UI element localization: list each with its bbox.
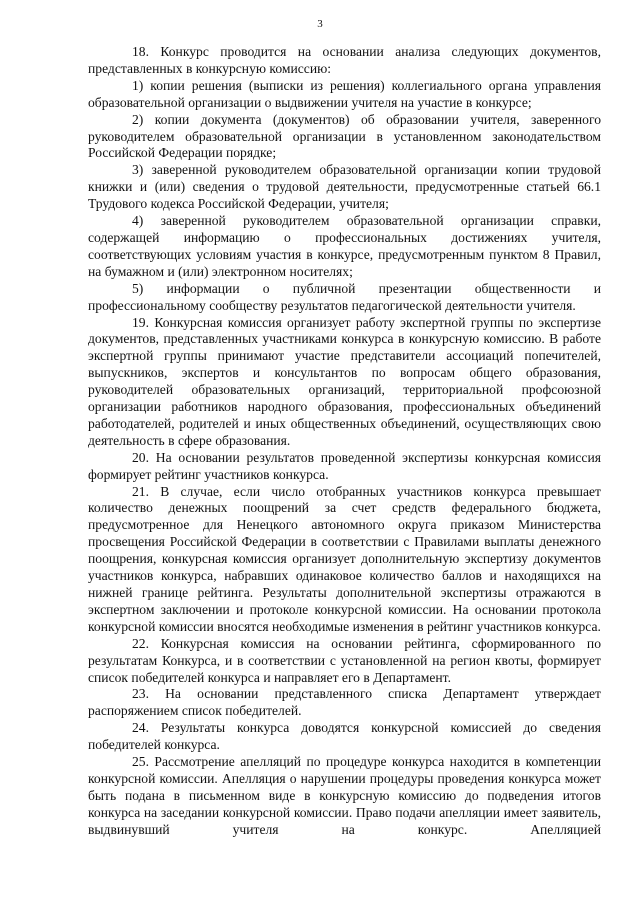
paragraph-18-item-4: 4) заверенной руководителем образовательной организации справки, содержащей информацию о профессиональных достижениях учителя, соответствующих условиям участия в конкурсе, предусмотренным пунктом 8 Правил, на бумажном и (или) электронном носителях; [88,213,601,279]
paragraph-18-item-2: 2) копии документа (документов) об образовании учителя, заверенного руководителем образовательной организации в установленном законодательством Российской Федерации порядке; [88,111,601,161]
paragraph-18: 18. Конкурс проводится на основании анализа следующих документов, представленных в конкурсную комиссию: [88,44,601,76]
paragraph-20: 20. На основании результатов проведенной экспертизы конкурсная комиссия формирует рейтинг участников конкурса. [88,449,601,482]
paragraph-19: 19. Конкурсная комиссия организует работу экспертной группы по экспертизе документов, представленных участниками конкурса в конкурсную комиссию. В работе экспертной группы принимают участие представители ассоциаций попечителей, выпускников, экспертов и консультантов по вопросам общего образования, руководителей образовательных организаций, территориальной профсоюзной организации работников народного образования, профессиональных объединений работодателей, родителей и иных общественных объединений, осуществляющих свою деятельность в сфере образования. [88,314,601,448]
page-number: 3 [317,18,323,30]
paragraph-22: 22. Конкурсная комиссия на основании рейтинга, сформированного по результатам Конкурса, и в соответствии с установленной на регион квоты, формирует список победителей конкурса и направляет его в Департамент. [88,635,601,685]
paragraph-25: 25. Рассмотрение апелляций по процедуре конкурса находится в компетенции конкурсной комиссии. Апелляция о нарушении процедуры проведения конкурса может быть подана в письменном виде в конкурсную комиссию до подведения итогов конкурса на заседании конкурсной комиссии. Право подачи апелляции имеет заявитель, выдвинувший учителя на конкурс. Апелляцией [88,754,601,837]
paragraph-18-item-1: 1) копии решения (выписки из решения) коллегиального органа управления образовательной организации о выдвижении учителя на участие в конкурсе; [88,77,601,110]
document-body [88,44,601,839]
paragraph-18-item-3: 3) заверенной руководителем образовательной организации копии трудовой книжки и (или) сведения о трудовой деятельности, предусмотренные статьей 66.1 Трудового кодекса Российской Федерации, учителя; [88,162,601,212]
paragraph-23: 23. На основании представленного списка Департамент утверждает распоряжением список победителей. [88,686,601,719]
paragraph-24: 24. Результаты конкурса доводятся конкурсной комиссией до сведения победителей конкурса. [88,720,601,753]
paragraph-18-item-5: 5) информации о публичной презентации общественности и профессиональному сообществу результатов педагогической деятельности учителя. [88,280,601,313]
paragraph-21: 21. В случае, если число отобранных участников конкурса превышает количество денежных поощрений за счет средств федерального бюджета, предусмотренное для Ненецкого автономного округа приказом Министерства просвещения Российской Федерации в соответствии с Правилами выплаты денежного поощрения, конкурсная комиссия организует дополнительную экспертизу документов участников конкурса, набравших одинаковое количество баллов и находящихся на нижней границе рейтинга. Результаты дополнительной экспертизы отражаются в экспертном заключении и протоколе конкурсной комиссии. На основании протокола конкурсной комиссии вносятся необходимые изменения в рейтинг участников конкурса. [88,483,601,634]
